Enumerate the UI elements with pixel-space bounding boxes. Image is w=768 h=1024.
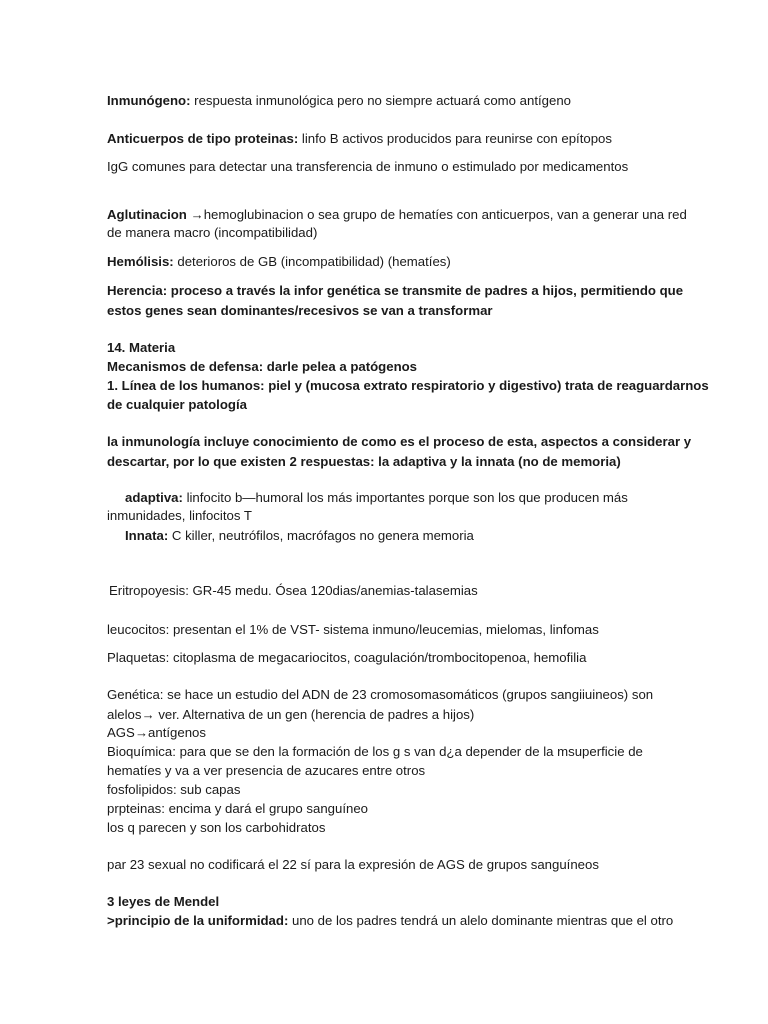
adaptiva-definition: linfocito b—humoral los más importantes porque son los que producen más [182, 490, 628, 505]
inmunogeno-term: Inmunógeno: [107, 93, 191, 108]
genetica-line-1: Genética: se hace un estudio del ADN de 23 cromosomasomáticos (grupos sangiiuineos) son [107, 687, 654, 702]
arrow-icon: → [190, 207, 204, 222]
innata-term: Innata: [125, 528, 169, 543]
hemolisis-definition: deterioros de GB (incompatibilidad) (hematíes) [173, 254, 451, 269]
linea-humanos-line-2: de cualquier patología [107, 397, 247, 412]
carbohidratos-line: los q parecen y son los carbohidratos [107, 820, 326, 835]
aglutinacion-line [107, 205, 707, 224]
leucocitos-line: leucocitos: presentan el 1% de VST- sistema inmuno/leucemias, mielomas, linfomas [107, 622, 599, 637]
herencia-line-2: estos genes sean dominantes/recesivos se van a transformar [107, 303, 493, 318]
proteinas-line: prpteinas: encima y dará el grupo sanguíneo [107, 801, 368, 816]
mecanismos-line: Mecanismos de defensa: darle pelea a patógenos [107, 359, 418, 374]
anticuerpos-line [107, 129, 707, 148]
alternativa-text: ver. Alternativa de un gen (herencia de padres a hijos) [154, 707, 475, 722]
par23-line: par 23 sexual no codificará el 22 sí para la expresión de AGS de grupos sanguíneos [107, 857, 599, 872]
aglutinacion-line-2: de manera macro (incompatibilidad) [107, 225, 318, 240]
linea-humanos-line-1: 1. Línea de los humanos: piel y (mucosa extrato respiratorio y digestivo) trata de reaguardarnos [107, 378, 709, 393]
aglutinacion-term: Aglutinacion [107, 207, 191, 222]
hemolisis-line [107, 252, 707, 271]
innata-definition: C killer, neutrófilos, macrófagos no genera memoria [168, 528, 474, 543]
genetica-line-2 [107, 705, 707, 724]
antigenos-text: antígenos [148, 725, 206, 740]
uniformidad-term: >principio de la uniformidad: [107, 913, 289, 928]
aglutinacion-definition: hemoglubinacion o sea grupo de hematíes con anticuerpos, van a generar una red [203, 207, 687, 222]
anticuerpos-term: Anticuerpos de tipo proteinas: [107, 131, 299, 146]
innata-line [125, 526, 725, 545]
inmunologia-line-1: la inmunología incluye conocimiento de como es el proceso de esta, aspectos a considerar y [107, 434, 692, 449]
ags-line [107, 723, 707, 742]
anticuerpos-definition: linfo B activos producidos para reunirse con epítopos [298, 131, 612, 146]
mendel-heading: 3 leyes de Mendel [107, 894, 220, 909]
inmunologia-line-2: descartar, por lo que existen 2 respuestas: la adaptiva y la innata (no de memoria) [107, 454, 621, 469]
fosfolipidos-line: fosfolipidos: sub capas [107, 782, 241, 797]
bioquimica-line-2: hematíes y va a ver presencia de azucares entre otros [107, 763, 426, 778]
igg-line: IgG comunes para detectar una transferencia de inmuno o estimulado por medicamentos [107, 159, 629, 174]
uniformidad-definition: uno de los padres tendrá un alelo dominante mientras que el otro [288, 913, 674, 928]
uniformidad-line [107, 911, 707, 930]
inmunogeno-definition: respuesta inmunológica pero no siempre actuará como antígeno [190, 93, 571, 108]
adaptiva-line [125, 488, 725, 507]
ags-text: AGS [107, 725, 135, 740]
inmunogeno-line [107, 91, 707, 110]
bioquimica-line-1: Bioquímica: para que se den la formación de los g s van d¿a depender de la msuperficie de [107, 744, 643, 759]
adaptiva-line-2: inmunidades, linfocitos T [107, 508, 252, 523]
adaptiva-term: adaptiva: [125, 490, 183, 505]
alelos-text: alelos [107, 707, 142, 722]
arrow-icon: → [141, 707, 155, 722]
herencia-line-1: Herencia: proceso a través la infor genética se transmite de padres a hijos, permitiendo que [107, 283, 684, 298]
hemolisis-term: Hemólisis: [107, 254, 174, 269]
materia-heading: 14. Materia [107, 340, 176, 355]
plaquetas-line: Plaquetas: citoplasma de megacariocitos, coagulación/trombocitopenoa, hemofilia [107, 650, 587, 665]
arrow-icon: → [134, 725, 149, 740]
eritropoyesis-line: Eritropoyesis: GR-45 medu. Ósea 120dias/anemias-talasemias [109, 583, 478, 598]
